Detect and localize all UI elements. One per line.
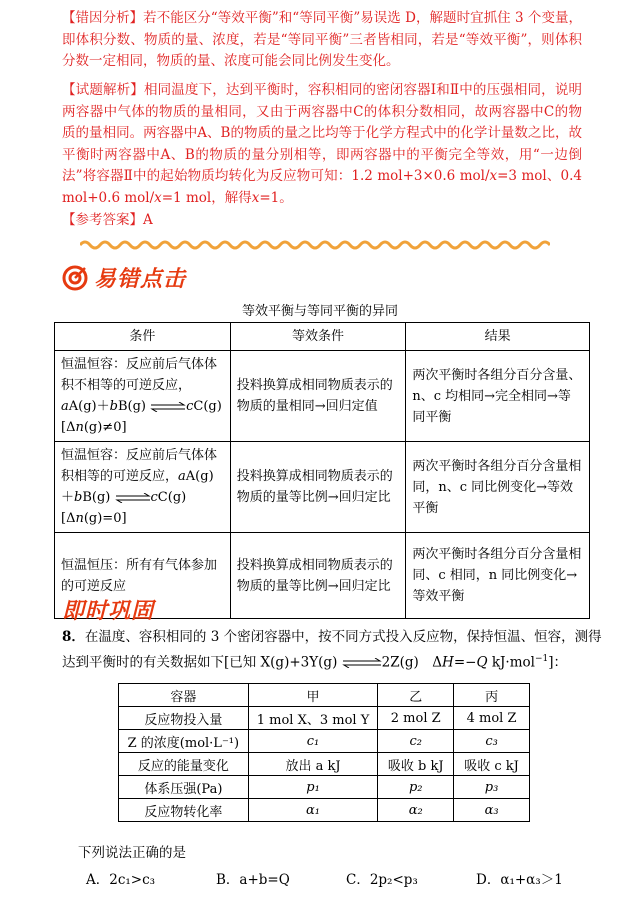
stem-text: kJ·mol bbox=[487, 654, 535, 671]
option-c[interactable]: C．2p₂<p₃ bbox=[346, 872, 418, 888]
data-table bbox=[118, 683, 530, 822]
target-icon bbox=[62, 265, 88, 291]
table-cell: 2 mol Z bbox=[378, 707, 454, 730]
table-cell: α₃ bbox=[454, 799, 530, 822]
table-row bbox=[119, 730, 530, 753]
table-cell: p₁ bbox=[248, 776, 378, 799]
option-b[interactable]: B．a+b=Q bbox=[216, 872, 290, 888]
solution-mid: =3 mol、0.4 mol+0.6 mol/ bbox=[62, 168, 582, 206]
equilibrium-arrow-icon bbox=[150, 402, 186, 412]
var-q: Q bbox=[476, 654, 488, 671]
error-analysis-label: 【错因分析】 bbox=[62, 10, 144, 26]
cond-text: 恒温恒容：反应前后气体体积相等的可逆反应， bbox=[61, 448, 218, 484]
section-title: 即时巩固 bbox=[62, 599, 155, 624]
result-cell: 两次平衡时各组分百分含量相同、c 相同，n 同比例变化→等效平衡 bbox=[406, 533, 590, 619]
cond-text: A(g)＋ bbox=[68, 399, 110, 414]
header-cell: 结果 bbox=[406, 323, 590, 351]
table-cell: 4 mol Z bbox=[454, 707, 530, 730]
question-number: 8． bbox=[62, 629, 85, 645]
solution-label: 【试题解析】 bbox=[62, 82, 144, 98]
condition-cell: 恒温恒压：所有有气体参加的可逆反应 bbox=[55, 533, 231, 619]
question-prompt: 下列说法正确的是 bbox=[78, 845, 186, 861]
table-cell: 放出 a kJ bbox=[248, 753, 378, 776]
table-cell: 1 mol X、3 mol Y bbox=[248, 707, 378, 730]
table-cell: p₂ bbox=[378, 776, 454, 799]
section-title: 易错点击 bbox=[94, 267, 187, 292]
wave-divider bbox=[80, 238, 550, 252]
equiv-cell: 投料换算成相同物质表示的物质的量等比例→回归定比 bbox=[230, 533, 406, 619]
solution-analysis bbox=[62, 80, 582, 209]
table-cell: c₁ bbox=[248, 730, 378, 753]
table-row bbox=[119, 707, 530, 730]
table-cell: Z 的浓度(mol·L⁻¹) bbox=[119, 730, 249, 753]
solution-tail: =1。 bbox=[259, 189, 293, 206]
table-caption: 等效平衡与等同平衡的异同 bbox=[241, 304, 398, 319]
solution-text: 相同温度下，达到平衡时，容积相同的密闭容器Ⅰ和Ⅱ中的压强相同，说明两容器中气体的物质的量相同，又由于两容器中C的体积分数相同，故两容器中C的物质的量相同。两容器中A、B的物质的量之比均等于化学方程式中的化学计量数之比，故平衡时两容器中A、B的物质的量分别相等，即两容器中的平衡完全等效，用“一边倒法”将容器Ⅱ中的起始物质均转化为反应物可知：1.2 mol+3×0.6 mol/ bbox=[62, 82, 583, 184]
table-row bbox=[55, 442, 590, 533]
table-cell: 吸收 b kJ bbox=[378, 753, 454, 776]
reference-answer: 【参考答案】A bbox=[62, 212, 153, 228]
condition-cell: 恒温恒容：反应前后气体体积相等的可逆反应，aA(g)＋bB(g) cC(g)[Δn(g)=0] bbox=[55, 442, 231, 533]
equilibrium-arrow-icon bbox=[115, 493, 151, 503]
error-analysis-text: 若不能区分“等效平衡”和“等同平衡”易误选 D，解题时宜抓住 3 个变量，即体积分数、物质的量、浓度，若是“等同平衡”三者皆相同，若是“等效平衡”，则体积分数一定相同，物质的量、浓度可能会同比例发生变化。 bbox=[62, 10, 582, 69]
condition-cell: 恒温恒容：反应前后气体体积不相等的可逆反应，aA(g)＋bB(g) cC(g)[Δn(g)≠0] bbox=[55, 351, 231, 442]
header-cell: 甲 bbox=[248, 684, 378, 707]
section-heading-consolidate bbox=[62, 594, 154, 625]
table-cell: p₃ bbox=[454, 776, 530, 799]
section-heading-easy-mistakes bbox=[62, 262, 186, 293]
table-row bbox=[119, 799, 530, 822]
cond-text: C(g)[Δ bbox=[61, 490, 187, 526]
var-x: x bbox=[251, 189, 260, 206]
comparison-table bbox=[54, 322, 590, 619]
table-row bbox=[119, 753, 530, 776]
stem-text: =− bbox=[453, 654, 477, 671]
table-row bbox=[119, 776, 530, 799]
table-cell: 反应物投入量 bbox=[119, 707, 249, 730]
table-row bbox=[55, 351, 590, 442]
stem-text: 在温度、容积相同的 3 个密闭容器中，按不同方式投入反应物，保持恒温、恒容，测得达到平衡时的有关数据如下[已知 X(g)+3Y(g) bbox=[62, 629, 602, 671]
header-cell: 乙 bbox=[378, 684, 454, 707]
table-cell: 反应物转化率 bbox=[119, 799, 249, 822]
header-cell: 丙 bbox=[454, 684, 530, 707]
stem-text: 2Z(g) Δ bbox=[381, 654, 443, 671]
table-cell: c₂ bbox=[378, 730, 454, 753]
error-analysis bbox=[62, 8, 582, 73]
table-cell: 体系压强(Pa) bbox=[119, 776, 249, 799]
superscript: −1 bbox=[534, 654, 549, 664]
cond-text: 恒温恒容：反应前后气体体积不相等的可逆反应， bbox=[61, 357, 218, 393]
table-cell: c₃ bbox=[454, 730, 530, 753]
table-cell: α₁ bbox=[248, 799, 378, 822]
cond-text: B(g) bbox=[117, 399, 146, 414]
equilibrium-arrow-icon bbox=[342, 658, 382, 668]
table-cell: 反应的能量变化 bbox=[119, 753, 249, 776]
option-a[interactable]: A．2c₁>c₃ bbox=[86, 872, 156, 888]
table-header-row bbox=[55, 323, 590, 351]
equiv-cell: 投料换算成相同物质表示的物质的量等比例→回归定比 bbox=[230, 442, 406, 533]
var-h: H bbox=[442, 654, 454, 671]
cond-text: B(g) bbox=[82, 490, 111, 505]
cond-text: A(g)＋ bbox=[61, 469, 214, 505]
solution-end: =1 mol，解得 bbox=[161, 189, 252, 206]
header-cell: 等效条件 bbox=[230, 323, 406, 351]
var-x: x bbox=[489, 168, 498, 184]
result-cell: 两次平衡时各组分百分含量相同，n、c 同比例变化→等效平衡 bbox=[406, 442, 590, 533]
header-cell: 条件 bbox=[55, 323, 231, 351]
var-x: x bbox=[154, 189, 162, 206]
stem-text: ]： bbox=[548, 654, 568, 671]
table-header-row bbox=[119, 684, 530, 707]
equiv-cell: 投料换算成相同物质表示的物质的量相同→回归定值 bbox=[230, 351, 406, 442]
table-cell: α₂ bbox=[378, 799, 454, 822]
question-stem bbox=[62, 626, 602, 674]
answer-options bbox=[86, 868, 606, 888]
result-cell: 两次平衡时各组分百分含量、n、c 均相同→完全相同→等同平衡 bbox=[406, 351, 590, 442]
cond-text: (g)≠0] bbox=[83, 420, 127, 435]
cond-text: (g)=0] bbox=[83, 511, 127, 526]
table-cell: 吸收 c kJ bbox=[454, 753, 530, 776]
option-d[interactable]: D．α₁+α₃＞1 bbox=[476, 872, 563, 888]
cond-text: C(g)[Δ bbox=[61, 399, 222, 435]
header-cell: 容器 bbox=[119, 684, 249, 707]
